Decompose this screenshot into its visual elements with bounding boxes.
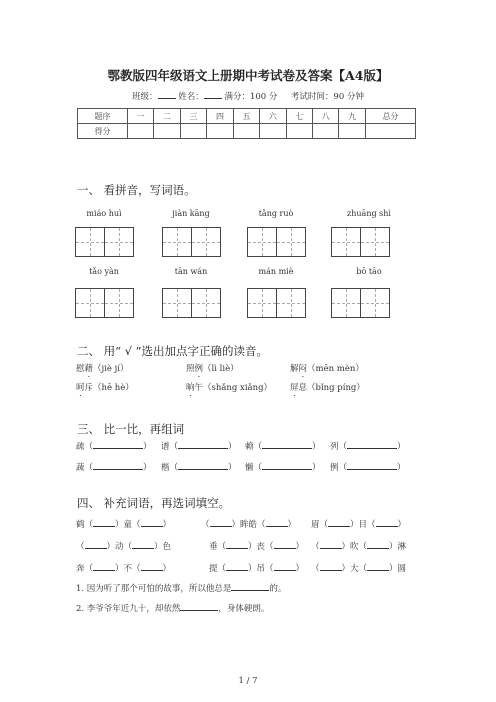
char: 例 bbox=[330, 463, 339, 473]
text: ） bbox=[162, 520, 172, 530]
question-text: 2. 李爷爷年近九十，却依然 bbox=[76, 604, 181, 614]
answer-blank[interactable] bbox=[347, 440, 397, 449]
word-item[interactable] bbox=[330, 440, 406, 452]
class-label: 班级： bbox=[132, 92, 158, 102]
answer-blank[interactable] bbox=[93, 461, 143, 470]
text: ）圆 bbox=[389, 564, 407, 574]
char: 谱 bbox=[161, 442, 170, 452]
text: ）眸皓（ bbox=[231, 520, 266, 530]
reading-options: 息（bǐng píng） bbox=[298, 383, 365, 393]
idiom-item[interactable] bbox=[76, 562, 171, 574]
text: 眉（ bbox=[311, 520, 329, 530]
answer-blank[interactable] bbox=[320, 562, 342, 571]
paren: （ bbox=[338, 463, 348, 473]
score-cell[interactable] bbox=[180, 124, 206, 139]
reading-options: 斥（hē hè） bbox=[84, 383, 134, 393]
paren: （ bbox=[84, 442, 94, 452]
paren: ） bbox=[312, 442, 321, 452]
word-item[interactable] bbox=[76, 440, 152, 452]
char: 慰 bbox=[76, 364, 85, 374]
idiom-item[interactable] bbox=[311, 562, 406, 574]
section1-title: 一、 看拼音，写词语。 bbox=[77, 183, 196, 197]
dotted-char: 屏 bbox=[290, 383, 299, 393]
text: ）大（ bbox=[341, 564, 368, 574]
text: 奔（ bbox=[76, 564, 94, 574]
idiom-item[interactable] bbox=[311, 518, 406, 530]
pinyin: tān wán bbox=[174, 267, 208, 276]
section3-title: 三、 比一比，再组词 bbox=[77, 422, 185, 436]
idiom-item[interactable] bbox=[76, 518, 171, 530]
word-item[interactable] bbox=[245, 440, 321, 452]
text: ）吹（ bbox=[341, 542, 368, 552]
writing-grid[interactable] bbox=[162, 288, 221, 318]
reading-item[interactable] bbox=[186, 381, 272, 398]
answer-blank[interactable] bbox=[320, 540, 342, 549]
exam-time: 考试时间：90 分钟 bbox=[290, 92, 364, 102]
score-cell[interactable] bbox=[313, 124, 339, 139]
text: 鹤（ bbox=[76, 520, 94, 530]
answer-blank[interactable] bbox=[367, 562, 389, 571]
fill-question-2[interactable] bbox=[76, 602, 269, 614]
answer-blank[interactable] bbox=[274, 562, 296, 571]
name-label: 姓名： bbox=[178, 92, 204, 102]
dotted-char: 藉 bbox=[84, 364, 94, 374]
score-header-cell: 总分 bbox=[365, 109, 415, 124]
score-header-cell: 七 bbox=[286, 109, 312, 124]
paren: （ bbox=[338, 442, 348, 452]
section2-title: 二、 用“ √ ”选出加点字正确的读音。 bbox=[77, 344, 269, 358]
text: ） bbox=[295, 542, 305, 552]
score-header-cell: 八 bbox=[313, 109, 339, 124]
score-table bbox=[77, 108, 416, 139]
text: ）动（ bbox=[106, 542, 133, 552]
writing-grid[interactable] bbox=[247, 288, 306, 318]
section4-title: 四、 补充词语，再选词填空。 bbox=[77, 496, 231, 510]
word-item[interactable] bbox=[76, 461, 152, 473]
paren: ） bbox=[312, 463, 321, 473]
question-text: 1. 因为听了那个可怕的故事，所以他总是 bbox=[76, 584, 232, 594]
dotted-char: 晌 bbox=[186, 383, 195, 393]
dotted-char: 闷 bbox=[298, 364, 308, 374]
answer-blank[interactable] bbox=[93, 518, 115, 527]
paren: ） bbox=[228, 442, 237, 452]
reading-item[interactable] bbox=[186, 362, 239, 379]
pinyin: zhuāng shì bbox=[347, 209, 391, 218]
text: ）不（ bbox=[115, 564, 141, 574]
writing-grid[interactable] bbox=[75, 227, 134, 257]
reading-options: （mēn mèn） bbox=[307, 364, 364, 374]
paren: （ bbox=[253, 463, 263, 473]
score-cell[interactable] bbox=[233, 124, 259, 139]
answer-blank[interactable] bbox=[180, 602, 218, 611]
reading-options: （lì liè） bbox=[203, 364, 239, 374]
question-text: ，身体硬朗。 bbox=[218, 604, 270, 614]
score-header-cell: 一 bbox=[127, 109, 153, 124]
score-header-cell: 三 bbox=[180, 109, 206, 124]
reading-item[interactable] bbox=[76, 381, 134, 398]
text: ） bbox=[295, 564, 305, 574]
text: ）童（ bbox=[115, 520, 141, 530]
char: 赖 bbox=[245, 442, 254, 452]
word-item[interactable] bbox=[245, 461, 321, 473]
score-cell[interactable] bbox=[207, 124, 233, 139]
pinyin: tǎng ruò bbox=[258, 209, 294, 218]
score-row-label: 得分 bbox=[78, 124, 128, 139]
answer-blank[interactable] bbox=[266, 518, 288, 527]
text: （ bbox=[311, 564, 320, 574]
paren: （ bbox=[84, 463, 94, 473]
answer-blank[interactable] bbox=[132, 540, 154, 549]
score-cell[interactable] bbox=[154, 124, 180, 139]
idiom-item[interactable] bbox=[311, 540, 406, 552]
idiom-item[interactable] bbox=[76, 540, 171, 552]
answer-blank[interactable] bbox=[367, 540, 389, 549]
text: ）淋 bbox=[389, 542, 407, 552]
answer-blank[interactable] bbox=[141, 518, 163, 527]
pinyin: bō tāo bbox=[356, 267, 382, 276]
score-header-cell: 六 bbox=[260, 109, 286, 124]
score-cell[interactable] bbox=[127, 124, 153, 139]
pinyin: tǎo yàn bbox=[89, 267, 119, 276]
score-cell[interactable] bbox=[286, 124, 312, 139]
writing-grid[interactable] bbox=[331, 288, 390, 318]
score-header-cell: 二 bbox=[154, 109, 180, 124]
dotted-char: 呵 bbox=[76, 383, 85, 393]
answer-blank[interactable] bbox=[262, 461, 312, 470]
char: 解 bbox=[290, 364, 299, 374]
text: 垂（ bbox=[209, 542, 227, 552]
paren: ） bbox=[397, 463, 406, 473]
char: 楷 bbox=[161, 463, 170, 473]
char: 蔬 bbox=[76, 463, 85, 473]
word-item[interactable] bbox=[161, 461, 237, 473]
paren: ） bbox=[397, 442, 406, 452]
text: ） bbox=[397, 520, 407, 530]
text: （ bbox=[76, 542, 85, 552]
char: 照 bbox=[186, 364, 195, 374]
char: 懒 bbox=[245, 463, 254, 473]
paren: （ bbox=[169, 463, 179, 473]
score-header-cell: 题序 bbox=[78, 109, 128, 124]
class-blank bbox=[158, 90, 176, 99]
answer-blank[interactable] bbox=[231, 582, 269, 591]
score-header-cell: 四 bbox=[207, 109, 233, 124]
text: ）色 bbox=[154, 542, 172, 552]
char: 列 bbox=[330, 442, 339, 452]
writing-grid[interactable] bbox=[247, 227, 306, 257]
page-number: 1 / 7 bbox=[238, 676, 258, 686]
reading-item[interactable] bbox=[290, 362, 364, 379]
paren: （ bbox=[169, 442, 179, 452]
pinyin: mán miè bbox=[258, 267, 294, 276]
idiom-item[interactable] bbox=[209, 562, 304, 574]
answer-blank[interactable] bbox=[274, 540, 296, 549]
reading-item[interactable] bbox=[290, 381, 365, 398]
answer-blank[interactable] bbox=[262, 440, 312, 449]
score-table-header-row bbox=[78, 109, 416, 124]
reading-options: 午（shǎng xiǎng） bbox=[194, 383, 273, 393]
answer-blank[interactable] bbox=[178, 461, 228, 470]
pinyin: miáo huì bbox=[86, 209, 122, 218]
idiom-item[interactable] bbox=[201, 518, 296, 530]
answer-blank[interactable] bbox=[226, 562, 248, 571]
text: ）吊（ bbox=[248, 564, 274, 574]
answer-blank[interactable] bbox=[93, 440, 143, 449]
reading-options: （jiè jí） bbox=[93, 364, 129, 374]
score-cell[interactable] bbox=[365, 124, 415, 139]
word-item[interactable] bbox=[161, 440, 237, 452]
answer-blank[interactable] bbox=[178, 440, 228, 449]
score-header-cell: 五 bbox=[233, 109, 259, 124]
text: 提（ bbox=[209, 564, 227, 574]
text: ） bbox=[287, 520, 297, 530]
text: ）丧（ bbox=[248, 542, 274, 552]
answer-blank[interactable] bbox=[347, 461, 397, 470]
score-header-cell: 九 bbox=[339, 109, 365, 124]
text: ） bbox=[162, 564, 172, 574]
score-cell[interactable] bbox=[339, 124, 365, 139]
paren: ） bbox=[228, 463, 237, 473]
answer-blank[interactable] bbox=[376, 518, 398, 527]
full-score: 满分：100 分 bbox=[224, 92, 278, 102]
dotted-char: 例 bbox=[194, 364, 204, 374]
exam-title: 鄂教版四年级语文上册期中考试卷及答案【A4版】 bbox=[107, 68, 389, 83]
writing-grid[interactable] bbox=[162, 227, 221, 257]
writing-grid[interactable] bbox=[75, 288, 134, 318]
answer-blank[interactable] bbox=[328, 518, 350, 527]
answer-blank[interactable] bbox=[210, 518, 232, 527]
answer-blank[interactable] bbox=[141, 562, 163, 571]
text: （ bbox=[311, 542, 320, 552]
word-item[interactable] bbox=[330, 461, 406, 473]
pinyin: jiàn kāng bbox=[172, 209, 210, 218]
question-text: 的。 bbox=[269, 584, 287, 594]
char: 疏 bbox=[76, 442, 85, 452]
exam-info bbox=[0, 90, 496, 102]
text: ）目（ bbox=[350, 520, 376, 530]
paren: ） bbox=[143, 463, 152, 473]
reading-item[interactable] bbox=[76, 362, 128, 379]
paren: （ bbox=[253, 442, 263, 452]
name-blank bbox=[204, 90, 222, 99]
fill-question-1[interactable] bbox=[76, 582, 286, 594]
score-table-score-row bbox=[78, 124, 416, 139]
text: （ bbox=[201, 520, 210, 530]
answer-blank[interactable] bbox=[226, 540, 248, 549]
paren: ） bbox=[143, 442, 152, 452]
answer-blank[interactable] bbox=[93, 562, 115, 571]
answer-blank[interactable] bbox=[85, 540, 107, 549]
writing-grid[interactable] bbox=[331, 227, 390, 257]
score-cell[interactable] bbox=[260, 124, 286, 139]
idiom-item[interactable] bbox=[209, 540, 304, 552]
